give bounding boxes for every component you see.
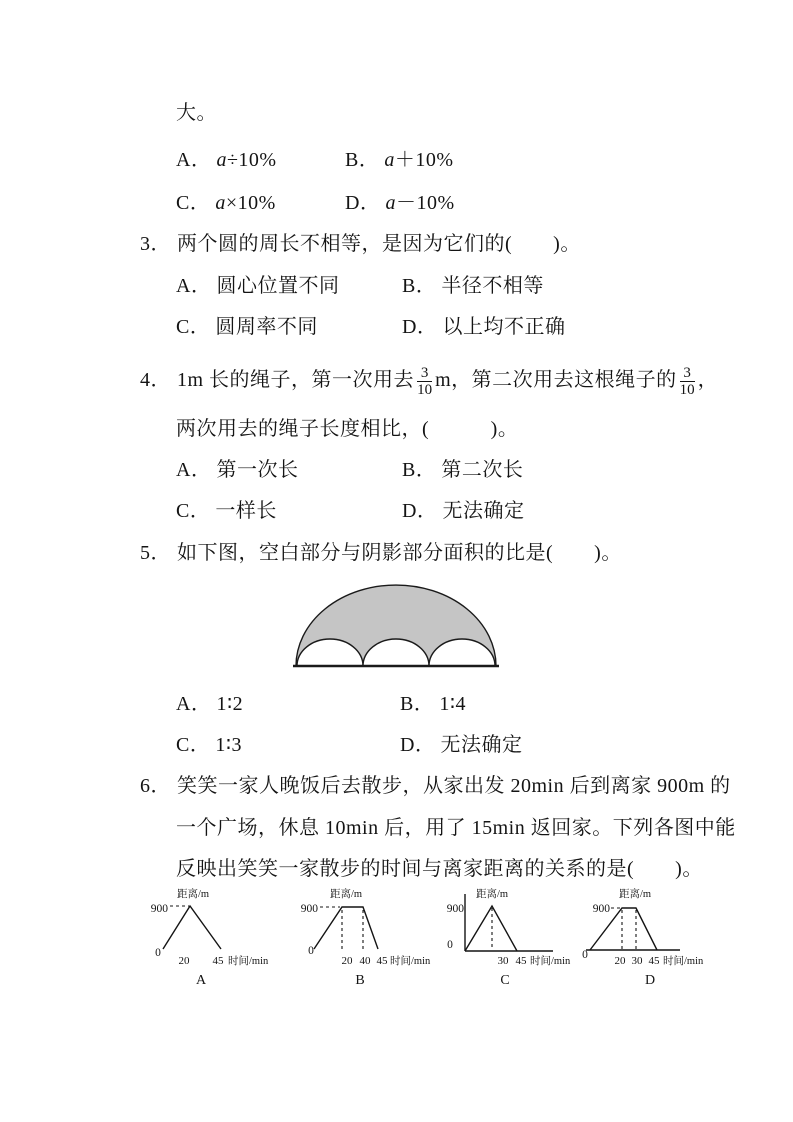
question-6-stem [140, 773, 731, 799]
option-key: C． [176, 316, 211, 338]
option-key: C． [176, 192, 211, 214]
question-number: 4． [140, 368, 171, 391]
graph-d [578, 884, 738, 988]
graph-b [283, 884, 438, 988]
option-text: 圆周率不同 [215, 316, 318, 338]
question-5-option-c [176, 732, 242, 758]
graph-d-x-tick: 20 [614, 955, 626, 967]
question-5-option-b [400, 691, 466, 717]
graph-a-x-tick: 20 [178, 955, 190, 967]
question-2-option-a [176, 147, 277, 173]
stem-text: m，第二次用去这根绳子的 [435, 368, 677, 391]
question-2-option-c [176, 190, 276, 216]
graph-c-data-line [465, 906, 517, 951]
question-number: 5． [140, 542, 171, 564]
option-key: C． [176, 500, 211, 522]
option-text: 1∶4 [439, 693, 467, 715]
option-key: A． [176, 459, 212, 481]
graph-d-label: D [644, 973, 656, 988]
question-4-stem [140, 365, 718, 398]
question-5-stem [140, 540, 622, 566]
option-key: B． [400, 693, 435, 715]
question-6-stem-line3: 反映出笑笑一家散步的时间与离家距离的关系的是( )。 [176, 858, 703, 880]
option-text: 1∶3 [215, 734, 243, 756]
graph-d-y-tick: 900 [592, 903, 610, 915]
option-text: ×10% [225, 192, 276, 214]
option-key: A． [176, 149, 212, 171]
graph-d-y-axis-label: 距离/m [618, 889, 652, 900]
graph-a [135, 884, 285, 988]
graph-c-x-axis-label: 时间/min [530, 956, 571, 967]
question-3-option-a [176, 273, 339, 299]
question-3-stem [140, 231, 581, 257]
option-text: ÷10% [226, 149, 277, 171]
fraction [680, 365, 695, 398]
graph-b-label: B [355, 973, 365, 988]
fraction-numerator: 3 [417, 365, 432, 382]
option-key: C． [176, 734, 211, 756]
graph-d-origin-label: 0 [582, 949, 588, 961]
option-key: D． [345, 192, 381, 214]
option-key: D． [402, 500, 438, 522]
option-key: B． [402, 459, 437, 481]
graph-d-x-tick: 45 [648, 955, 660, 967]
option-text: ＋10% [394, 149, 454, 171]
option-key: B． [345, 149, 380, 171]
math-var: a [384, 149, 395, 171]
option-text: －10% [395, 192, 455, 214]
graph-b-x-tick: 40 [359, 955, 371, 967]
question-3-option-b [402, 273, 544, 299]
graph-c-x-tick: 45 [515, 955, 527, 967]
graph-a-label: A [195, 973, 207, 988]
graph-a-data-line [163, 906, 221, 949]
graph-c-y-axis-label: 距离/m [475, 889, 509, 900]
math-var: a [385, 192, 396, 214]
question-2-tail: 大。 [176, 102, 217, 124]
option-text: 第一次长 [216, 459, 299, 481]
graph-a-y-axis-label: 距离/m [176, 889, 210, 900]
fraction-denominator: 10 [679, 382, 695, 399]
option-text: 以上均不正确 [442, 316, 566, 338]
graph-a-x-tick: 45 [212, 955, 224, 967]
graph-b-y-axis-label: 距离/m [329, 889, 363, 900]
graph-c-y-tick: 900 [446, 903, 464, 915]
graph-b-x-axis-label: 时间/min [390, 956, 431, 967]
stem-text: 两个圆的周长不相等，是因为它们的( )。 [177, 233, 581, 255]
graph-b-y-tick: 900 [300, 903, 318, 915]
option-text: 无法确定 [440, 734, 523, 756]
graph-d-x-axis-label: 时间/min [663, 956, 704, 967]
option-key: B． [402, 275, 437, 297]
graph-b-x-tick: 45 [376, 955, 388, 967]
graph-b-data-line [314, 907, 378, 949]
graph-c [438, 884, 588, 988]
question-number: 6． [140, 775, 171, 797]
stem-text: 1m 长的绳子，第一次用去 [177, 368, 415, 391]
question-2-option-b [345, 147, 454, 173]
question-5-option-a [176, 691, 243, 717]
question-4-stem-line2: 两次用去的绳子长度相比，( )。 [176, 418, 519, 440]
option-text: 1∶2 [216, 693, 244, 715]
question-4-option-b [402, 457, 523, 483]
option-text: 圆心位置不同 [216, 275, 340, 297]
option-key: D． [400, 734, 436, 756]
question-5-option-d [400, 732, 522, 758]
option-key: A． [176, 693, 212, 715]
option-text: 半径不相等 [441, 275, 544, 297]
math-var: a [216, 149, 227, 171]
option-key: A． [176, 275, 212, 297]
graph-d-x-tick: 30 [631, 955, 643, 967]
graph-b-origin-label: 0 [308, 945, 314, 957]
question-4-option-d [402, 498, 524, 524]
math-var: a [215, 192, 226, 214]
question-3-option-c [176, 314, 318, 340]
graph-a-origin-label: 0 [155, 947, 161, 959]
graph-a-x-axis-label: 时间/min [228, 956, 269, 967]
graph-a-y-tick: 900 [150, 903, 168, 915]
q5-semicircle-figure [288, 578, 504, 674]
question-2-option-d [345, 190, 455, 216]
option-key: D． [402, 316, 438, 338]
question-3-option-d [402, 314, 565, 340]
stem-text: 笑笑一家人晚饭后去散步，从家出发 20min 后到离家 900m 的 [177, 775, 731, 797]
option-text: 一样长 [215, 500, 277, 522]
graph-c-label: C [500, 973, 510, 988]
stem-text: ， [697, 368, 719, 391]
question-4-option-c [176, 498, 277, 524]
stem-text: 如下图，空白部分与阴影部分面积的比是( )。 [177, 542, 622, 564]
graph-b-x-tick: 20 [341, 955, 353, 967]
graph-c-x-tick: 30 [497, 955, 509, 967]
fraction-denominator: 10 [417, 382, 433, 399]
question-6-stem-line2: 一个广场，休息 10min 后，用了 15min 返回家。下列各图中能 [176, 817, 736, 839]
fraction-numerator: 3 [680, 365, 695, 382]
option-text: 无法确定 [442, 500, 525, 522]
graph-c-origin-label: 0 [447, 939, 453, 951]
question-4-option-a [176, 457, 298, 483]
option-text: 第二次长 [441, 459, 524, 481]
question-number: 3． [140, 233, 171, 255]
fraction [417, 365, 432, 398]
